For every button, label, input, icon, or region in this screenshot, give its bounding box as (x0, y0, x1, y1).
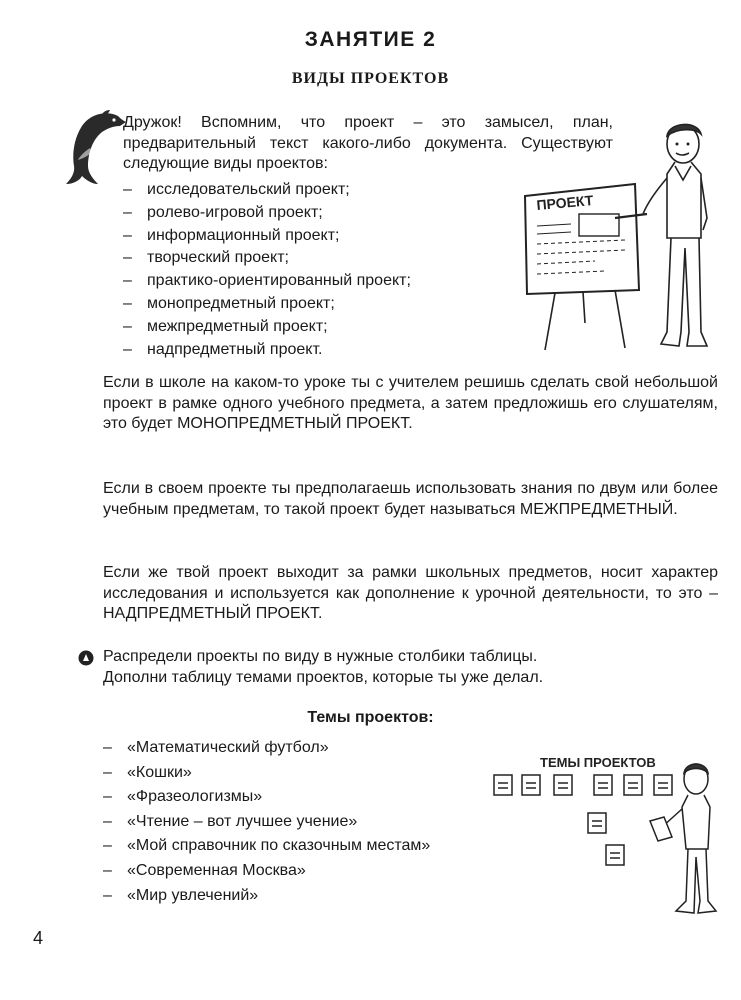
list-item: – исследовательский проект; (123, 181, 350, 198)
list-item: – ролево-игровой проект; (123, 203, 323, 221)
topics-board-illustration (490, 745, 720, 917)
task-marker-icon (78, 650, 94, 666)
term-mono: МОНОПРЕДМЕТНЫЙ ПРОЕКТ. (177, 415, 413, 432)
list-item: – надпредметный проект. (123, 340, 323, 358)
task-instructions: Распредели проекты по виду в нужные столбики таблицы. Дополни таблицу темами проектов, которые ты уже делал. (103, 648, 544, 686)
list-item: – межпредметный проект; (123, 317, 328, 335)
list-item: – «Мой справочник по сказочным местам» (103, 837, 431, 855)
topics-list (103, 736, 430, 908)
paragraph-supra: Если же твой проект выходит за рамки школьных предметов, носит характер исследования и используется как дополнение к урочной деятельности, то это – НАДПРЕДМЕТНЫЙ ПРОЕКТ. (103, 564, 718, 622)
list-item: – «Чтение – вот лучшее учение» (103, 812, 358, 830)
list-item: – «Современная Москва» (103, 861, 306, 879)
list-item: – информационный проект; (123, 226, 340, 244)
list-item: – творческий проект; (123, 249, 289, 267)
project-types-list (123, 179, 503, 361)
list-item: – «Фразеологизмы» (103, 788, 263, 806)
presenter-easel-illustration (515, 118, 730, 358)
list-item: – монопредметный проект; (123, 294, 335, 312)
easel-sign-text: ПРОЕКТ (535, 192, 594, 213)
list-item: – «Кошки» (103, 763, 192, 781)
board-sign-text: ТЕМЫ ПРОЕКТОВ (540, 755, 656, 770)
paragraph-inter: Если в своем проекте ты предполагаешь использовать знания по двум или более учебным предметам, то такой проект будет называться МЕЖПРЕДМЕТНЫЙ. (103, 480, 718, 518)
dolphin-illustration (60, 108, 130, 190)
list-item: – практико-ориентированный проект; (123, 272, 411, 290)
term-supra: НАДПРЕДМЕТНЫЙ ПРОЕКТ. (103, 605, 323, 622)
lesson-title: ЗАНЯТИЕ 2 (304, 28, 437, 51)
lesson-subtitle: ВИДЫ ПРОЕКТОВ (291, 70, 450, 87)
intro-text: Дружок! Вспомним, что проект – это замысел, план, предварительный текст какого-либо документа. Существуют следующие виды проектов: (123, 114, 613, 172)
page-number: 4 (33, 928, 44, 948)
list-item: – «Математический футбол» (103, 739, 329, 756)
list-item: – «Мир увлечений» (103, 886, 259, 904)
topics-heading: Темы проектов: (307, 709, 434, 726)
paragraph-mono: Если в школе на каком-то уроке ты с учителем решишь сделать свой небольшой проект в рамке одного учебного предмета, а затем предложишь его слушателям, это будет МОНОПРЕДМЕТНЫЙ ПРОЕКТ. (103, 374, 718, 432)
term-inter: МЕЖПРЕДМЕТНЫЙ. (519, 500, 678, 518)
